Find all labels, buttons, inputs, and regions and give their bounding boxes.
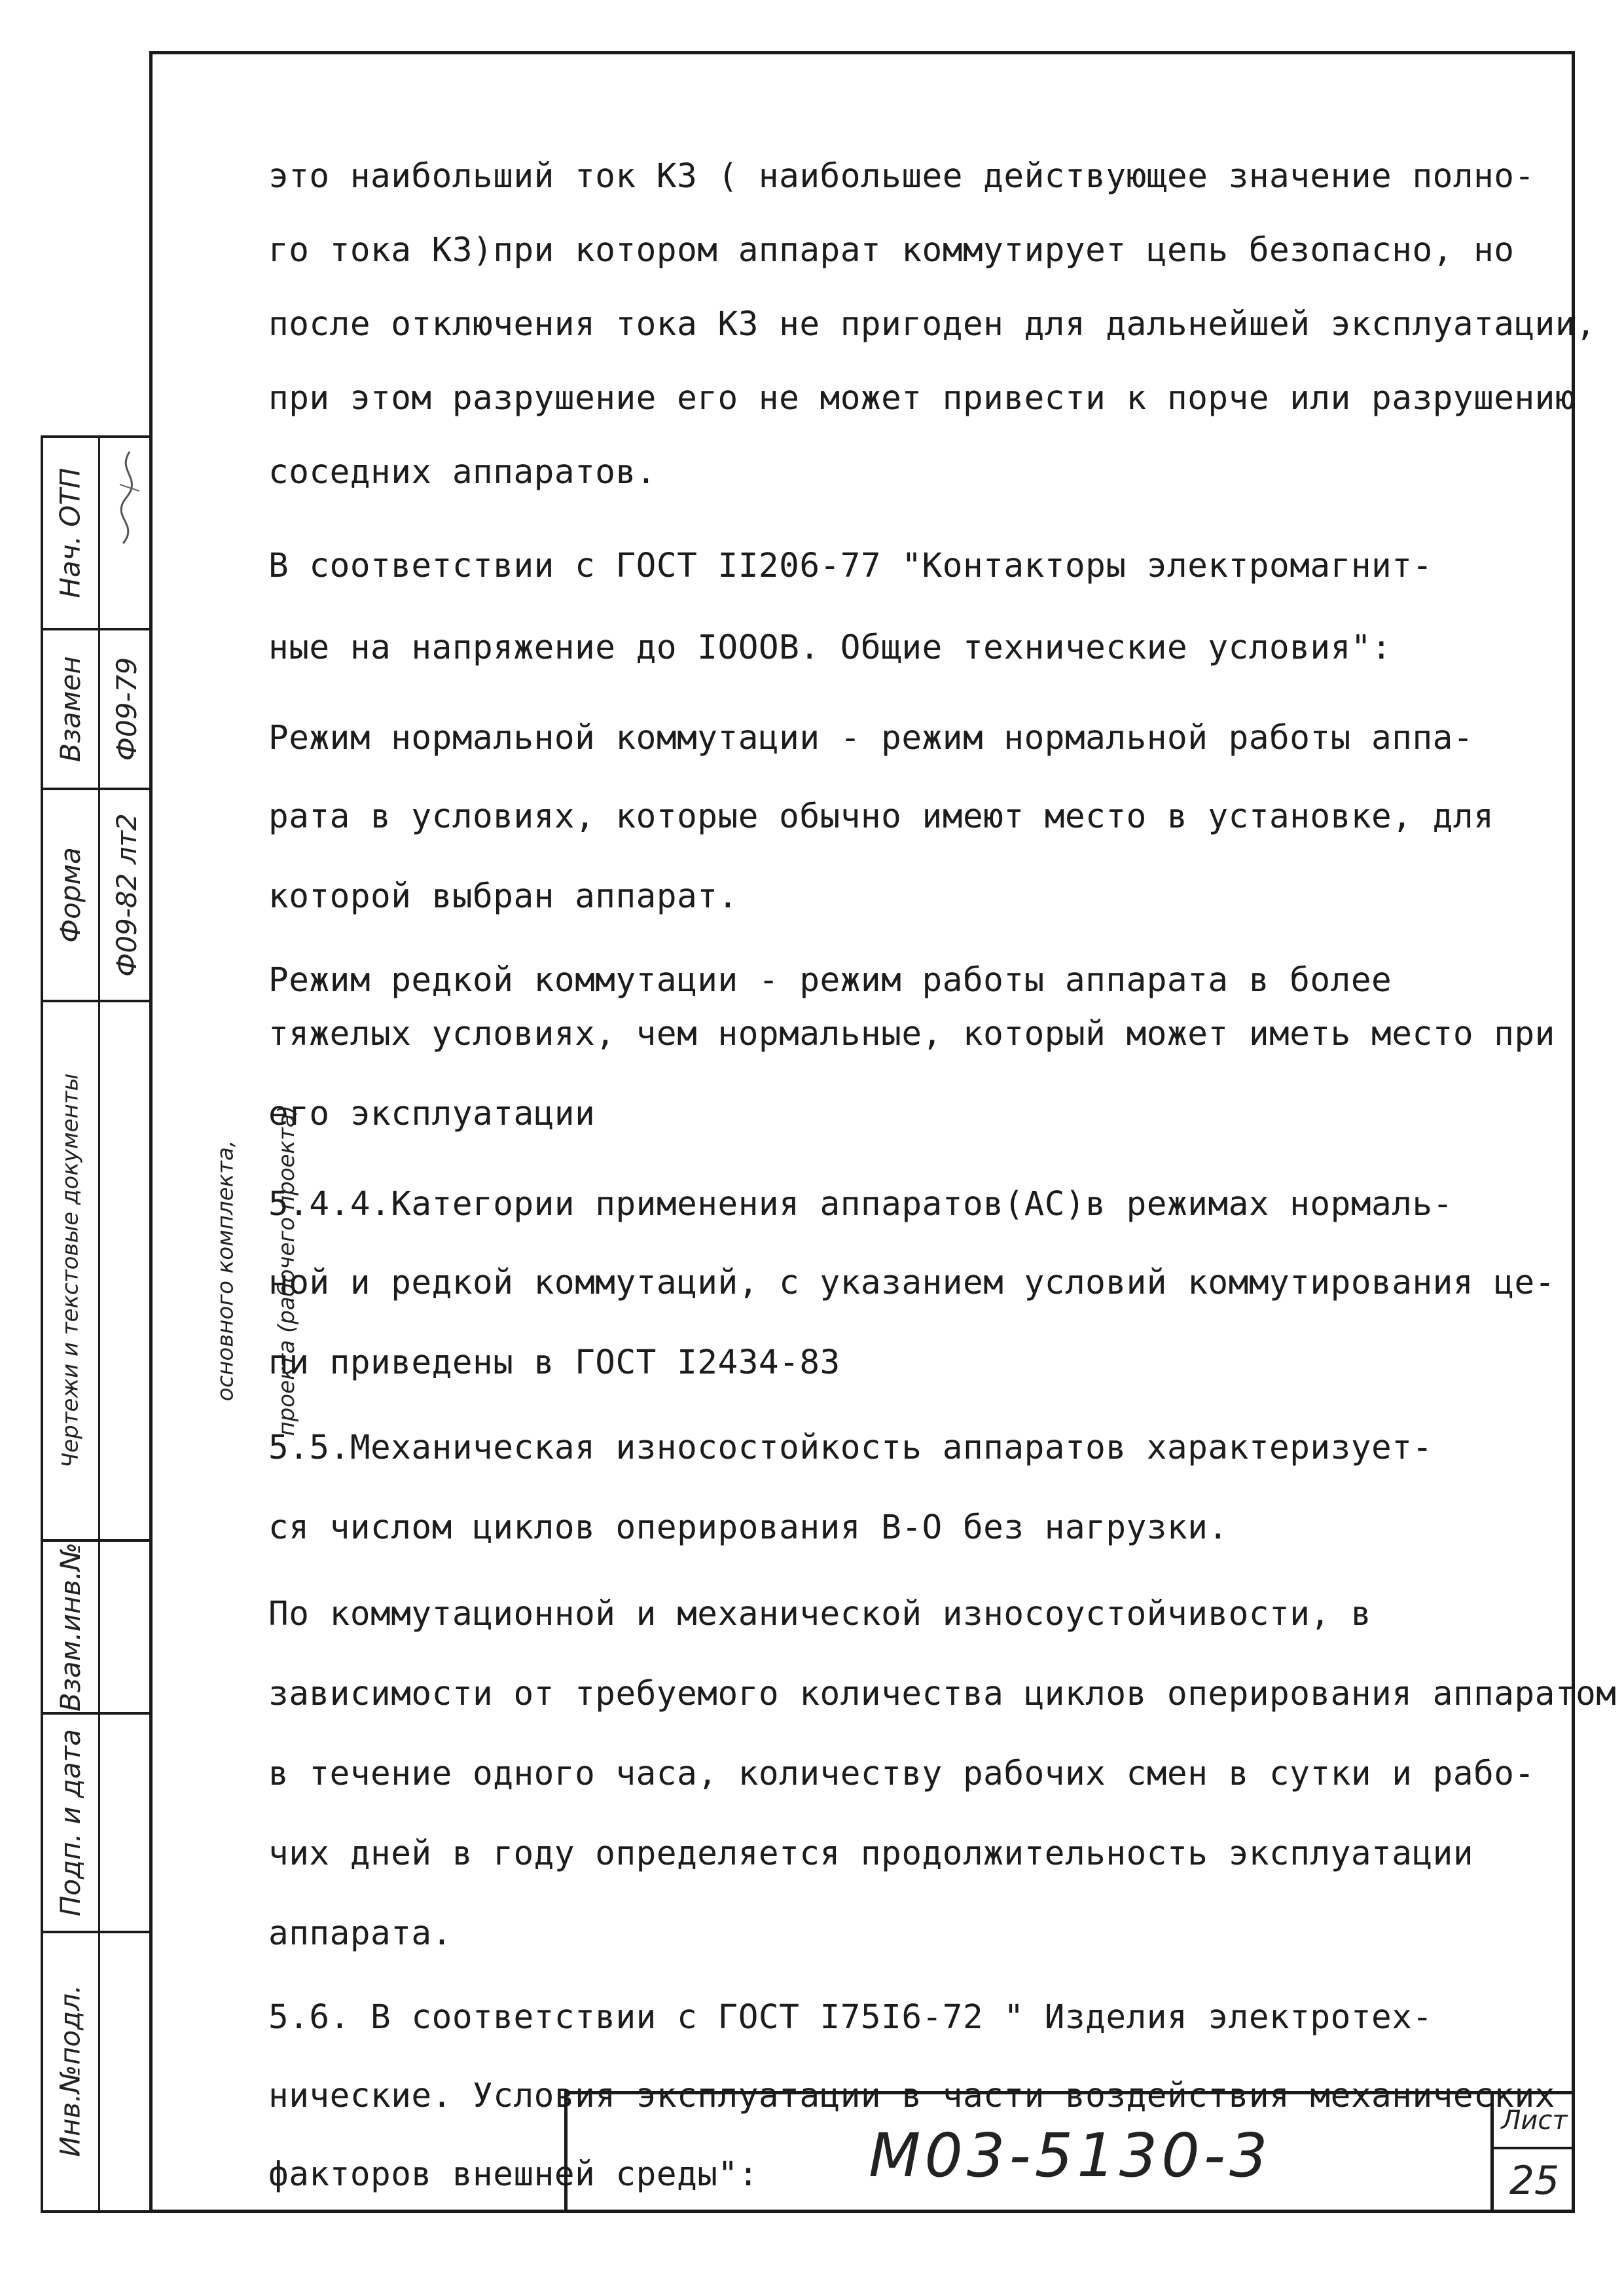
stamp-forma-value: Ф09-82 лт2 [110, 813, 143, 977]
body-line: чих дней в году определяется продолжительность эксплуатации [268, 1834, 1474, 1873]
body-line: которой выбран аппарат. [268, 877, 738, 916]
stamp-nach-otp-label: Нач. ОТП [54, 467, 86, 598]
body-line: ся числом циклов оперирования В-О без нагрузки. [268, 1508, 1229, 1547]
signature-scribble [110, 445, 149, 556]
body-line: нические. Условия эксплуатации в части воздействия механических [268, 2077, 1555, 2115]
stamp-forma-label: Форма [54, 847, 86, 943]
body-line: В соответствии с ГОСТ II206-77 "Контакторы электромагнит- [268, 547, 1433, 585]
stamp-vzamen-label: Взамен [54, 656, 86, 762]
body-line: Режим нормальной коммутации - режим нормальной работы аппа- [268, 719, 1474, 757]
sheet-number: 25 [1509, 2158, 1560, 2204]
body-line: после отключения тока КЗ не пригоден для дальнейшей эксплуатации, [268, 305, 1597, 344]
body-line: 5.5.Механическая износостойкость аппаратов характеризует- [268, 1429, 1433, 1467]
body-line: Режим редкой коммутации - режим работы аппарата в более [268, 961, 1392, 1000]
body-line: рата в условиях, которые обычно имеют место в установке, для [268, 797, 1494, 836]
stamp-podp-data-label: Подп. и дата [54, 1728, 86, 1917]
body-line: зависимости от требуемого количества циклов оперирования аппаратом [268, 1675, 1617, 1713]
margin-stamp [41, 435, 300, 2213]
sheet-cell [1490, 2094, 1575, 2213]
body-line: в течение одного часа, количеству рабочих смен в сутки и рабо- [268, 1755, 1535, 1793]
body-line: го тока КЗ)при котором аппарат коммутирует цепь безопасно, но [268, 231, 1515, 270]
body-line: По коммутационной и механической износоустойчивости, в [268, 1595, 1372, 1633]
body-line: аппарата. [268, 1914, 452, 1953]
document-code: М03-5130-3 [869, 2121, 1272, 2191]
body-line: его эксплуатации [268, 1095, 596, 1133]
body-line: соседних аппаратов. [268, 453, 657, 492]
body-line: факторов внешней среды": [268, 2155, 759, 2194]
stamp-vzamen-value: Ф09-79 [110, 657, 143, 761]
stamp-inv-podl-label: Инв.№подл. [54, 1984, 86, 2157]
title-block [564, 2091, 1575, 2213]
body-line: 5.6. В соответствии с ГОСТ I75I6-72 " Изделия электротех- [268, 1998, 1433, 2037]
stamp-drawings-label-1: Чертежи и текстовые документы [57, 1073, 84, 1468]
body-line: 5.4.4.Категории применения аппаратов(АС)в режимах нормаль- [268, 1185, 1453, 1224]
body-line: тяжелых условиях, чем нормальные, который может иметь место при [268, 1015, 1555, 1053]
body-line: при этом разрушение его не может привести к порче или разрушению [268, 379, 1576, 418]
body-line: пи приведены в ГОСТ I2434-83 [268, 1343, 840, 1382]
body-line: ной и редкой коммутаций, с указанием условий коммутирования це- [268, 1264, 1555, 1302]
stamp-drawings-label-2: основного комплекта, [212, 1140, 239, 1402]
body-line: ные на напряжение до IOOOB. Общие технические условия": [268, 629, 1392, 667]
stamp-drawings-label-3: проекта (рабочего проекта) [273, 1105, 300, 1436]
sheet-label: Лист [1494, 2094, 1575, 2149]
body-line: это наибольший ток КЗ ( наибольшее действующее значение полно- [268, 157, 1535, 196]
stamp-vzam-inv-label: Взам.инв.№ [54, 1542, 86, 1712]
